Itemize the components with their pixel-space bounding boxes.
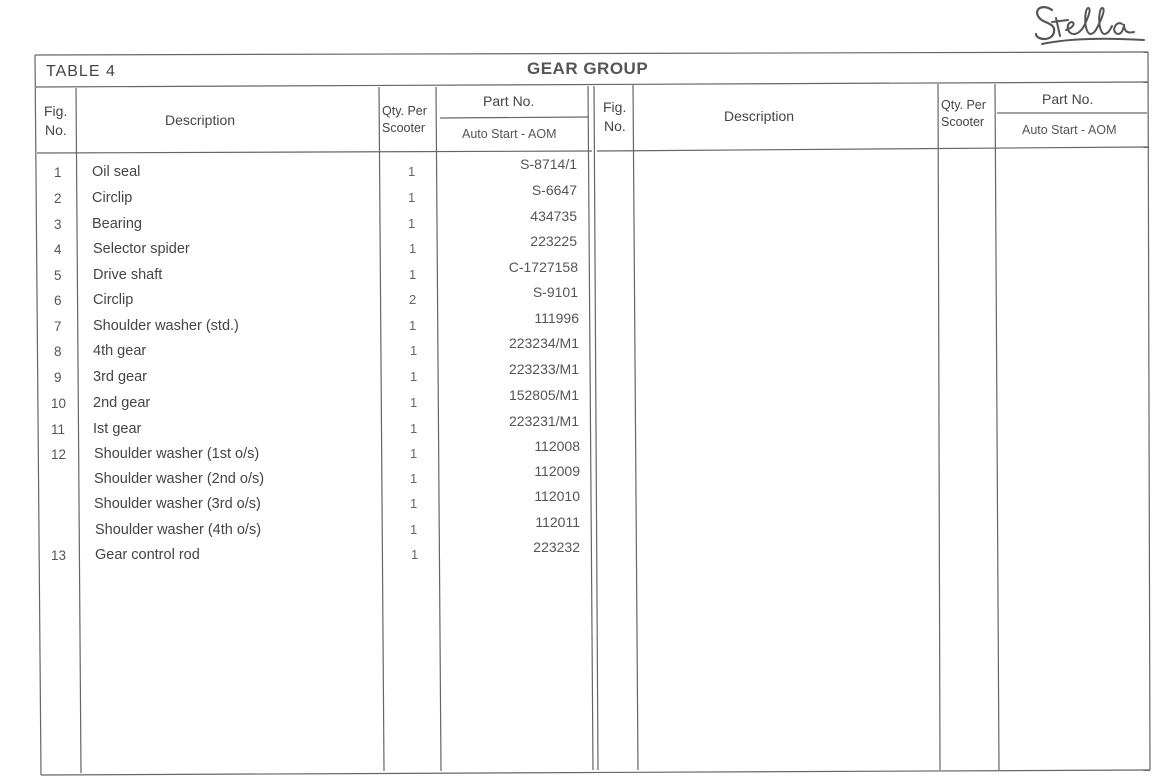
table-title: GEAR GROUP xyxy=(527,59,649,78)
row-part-no: 111996 xyxy=(534,310,579,326)
row-qty: 2 xyxy=(409,292,417,307)
row-description: 3rd gear xyxy=(93,369,148,385)
row-part-no: 223231/M1 xyxy=(508,413,579,429)
row-qty: 1 xyxy=(408,190,416,205)
row-description: Gear control rod xyxy=(95,547,200,563)
header-variant: Auto Start - AOM xyxy=(462,127,557,141)
row-qty: 1 xyxy=(408,164,416,179)
row-part-no: 434735 xyxy=(530,208,577,224)
row-fig-no: 7 xyxy=(54,319,62,334)
header-fig-line2-right: No. xyxy=(604,118,626,134)
row-qty: 1 xyxy=(410,421,418,436)
row-fig-no: 3 xyxy=(54,217,62,232)
row-part-no: 223234/M1 xyxy=(508,335,579,351)
row-part-no: S-8714/1 xyxy=(520,156,577,172)
row-description: Bearing xyxy=(92,216,142,232)
header-part-no: Part No. xyxy=(483,93,535,109)
row-fig-no: 8 xyxy=(54,344,62,359)
header-qty-line1-right: Qty. Per xyxy=(941,98,986,112)
row-qty: 1 xyxy=(410,395,418,410)
header-qty-line2: Scooter xyxy=(382,121,426,135)
header-qty-line2-right: Scooter xyxy=(941,115,985,129)
row-part-no: S-9101 xyxy=(532,284,578,300)
row-part-no: S-6647 xyxy=(531,182,577,198)
row-fig-no: 9 xyxy=(54,370,62,385)
row-part-no: 223233/M1 xyxy=(508,361,579,377)
row-part-no: 112011 xyxy=(535,514,580,530)
header-qty-line1: Qty. Per xyxy=(382,104,427,118)
row-part-no: 223232 xyxy=(533,539,580,555)
row-fig-no: 11 xyxy=(51,422,66,437)
row-fig-no: 6 xyxy=(54,293,62,308)
row-fig-no: 12 xyxy=(51,447,67,462)
header-fig-line1: Fig. xyxy=(44,103,68,119)
row-description: Oil seal xyxy=(92,164,141,180)
row-qty: 1 xyxy=(409,318,417,333)
row-fig-no: 13 xyxy=(51,548,67,563)
row-qty: 1 xyxy=(410,522,418,537)
row-qty: 1 xyxy=(410,471,418,486)
row-fig-no: 1 xyxy=(54,165,62,180)
row-description: Shoulder washer (2nd o/s) xyxy=(94,471,265,487)
row-description: Shoulder washer (3rd o/s) xyxy=(94,496,261,512)
row-qty: 1 xyxy=(409,241,417,256)
row-part-no: C-1727158 xyxy=(508,259,578,275)
row-description: 2nd gear xyxy=(93,395,151,411)
row-fig-no: 10 xyxy=(51,396,67,411)
header-variant-right: Auto Start - AOM xyxy=(1022,123,1117,137)
row-part-no: 112009 xyxy=(534,463,580,479)
row-qty: 1 xyxy=(410,446,418,461)
row-qty: 1 xyxy=(409,267,417,282)
row-qty: 1 xyxy=(410,496,418,511)
row-description: Shoulder washer (std.) xyxy=(93,318,239,334)
row-part-no: 112010 xyxy=(534,488,580,504)
header-description: Description xyxy=(165,112,236,128)
row-description: Selector spider xyxy=(93,241,190,257)
row-description: Drive shaft xyxy=(93,267,163,283)
row-qty: 1 xyxy=(411,547,419,562)
row-description: Circlip xyxy=(92,190,133,206)
row-description: Shoulder washer (1st o/s) xyxy=(94,446,260,462)
row-description: 4th gear xyxy=(93,343,147,359)
header-fig-line1-right: Fig. xyxy=(603,99,627,115)
header-part-no-right: Part No. xyxy=(1042,91,1094,107)
row-qty: 1 xyxy=(410,343,418,358)
header-fig-line2: No. xyxy=(45,122,67,138)
row-fig-no: 4 xyxy=(54,242,62,257)
row-fig-no: 2 xyxy=(54,191,62,206)
row-part-no: 223225 xyxy=(530,233,577,249)
row-qty: 1 xyxy=(410,369,418,384)
header-description-right: Description xyxy=(724,108,795,124)
row-description: Shoulder washer (4th o/s) xyxy=(95,522,262,538)
table-label: TABLE 4 xyxy=(46,63,116,80)
row-part-no: 152805/M1 xyxy=(508,387,579,403)
row-part-no: 112008 xyxy=(534,438,580,454)
row-fig-no: 5 xyxy=(54,268,62,283)
row-description: Ist gear xyxy=(93,421,142,437)
row-qty: 1 xyxy=(408,216,416,231)
row-description: Circlip xyxy=(93,292,134,308)
